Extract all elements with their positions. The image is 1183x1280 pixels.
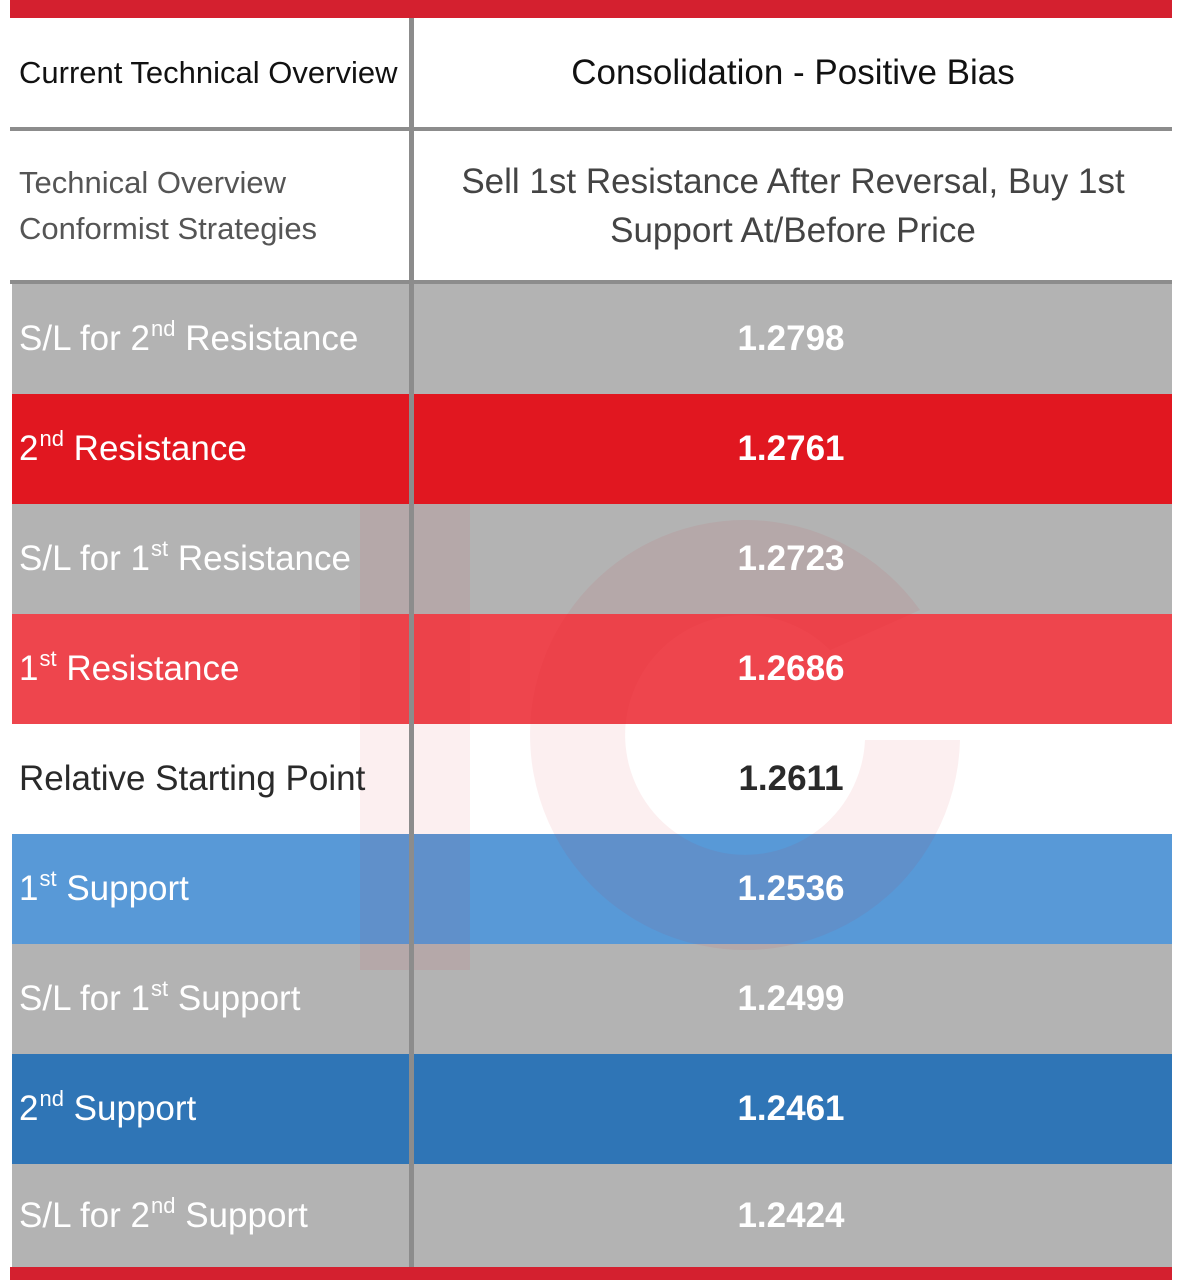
overview-label-cell (19, 18, 409, 128)
level-label (19, 426, 247, 469)
strategy-label-cell (19, 131, 409, 280)
header-divider-1 (10, 127, 1172, 131)
level-label-sup: st (151, 536, 169, 561)
level-row (12, 284, 1172, 394)
level-label-sup: st (151, 976, 169, 1001)
level-row (12, 724, 1172, 834)
level-label (19, 866, 189, 909)
level-value: 1.2461 (737, 1089, 845, 1128)
level-value: 1.2723 (737, 539, 845, 578)
level-row (12, 944, 1172, 1054)
level-value: 1.2686 (737, 649, 845, 688)
strategy-label: Technical Overview Conformist Strategies (19, 164, 318, 246)
level-label-pre: Relative Starting Point (19, 759, 366, 798)
level-value: 1.2798 (737, 319, 845, 358)
level-row (12, 834, 1172, 944)
level-label-pre: 2 (19, 1089, 39, 1128)
strategy-value-cell (414, 131, 1172, 280)
level-value: 1.2761 (737, 429, 845, 468)
level-label (19, 316, 359, 359)
level-label-sup: nd (151, 1192, 176, 1218)
overview-value: Consolidation - Positive Bias (571, 53, 1015, 92)
level-value: 1.2499 (737, 979, 845, 1018)
level-label-sup: nd (151, 316, 176, 341)
level-label-pre: 1 (19, 869, 39, 908)
level-label-post: Support (168, 979, 301, 1018)
level-label-pre: S/L for 1 (19, 539, 150, 578)
level-label-sup: nd (39, 1086, 64, 1111)
level-label-pre: 2 (19, 429, 39, 468)
level-label-post: Resistance (56, 649, 240, 688)
level-label-post: Resistance (63, 429, 247, 468)
level-row (12, 394, 1172, 504)
level-label-post: Support (63, 1089, 197, 1128)
level-label (19, 1192, 308, 1236)
level-value: 1.2424 (737, 1195, 845, 1235)
level-label-pre: S/L for 2 (19, 1195, 150, 1235)
level-label (19, 536, 351, 579)
column-divider (409, 18, 414, 1267)
level-row (12, 614, 1172, 724)
overview-value-cell (414, 18, 1172, 128)
level-label-sup: st (39, 866, 57, 891)
level-label-post: Support (175, 1195, 308, 1235)
header-divider-2 (10, 280, 1172, 284)
level-value: 1.2611 (738, 759, 844, 798)
level-row (12, 1054, 1172, 1164)
level-label-pre: S/L for 2 (19, 319, 150, 358)
level-label (19, 1086, 197, 1129)
level-label-post: Resistance (175, 319, 359, 358)
bottom-accent-bar (10, 1267, 1172, 1280)
level-label (19, 976, 301, 1019)
strategy-value: Sell 1st Resistance After Reversal, Buy 1st Support At/Before Price (461, 161, 1125, 250)
level-row (12, 1164, 1172, 1267)
level-label (19, 759, 366, 799)
level-label-pre: S/L for 1 (19, 979, 150, 1018)
level-label-pre: 1 (19, 649, 39, 688)
overview-label: Current Technical Overview (19, 55, 398, 90)
level-label-sup: nd (39, 426, 64, 451)
header-row-overview (12, 18, 1172, 128)
level-value: 1.2536 (737, 869, 845, 908)
level-label-sup: st (39, 646, 57, 671)
top-accent-bar (10, 0, 1172, 18)
level-label-post: Support (56, 869, 189, 908)
level-label (19, 646, 240, 689)
level-label-post: Resistance (168, 539, 351, 578)
level-row (12, 504, 1172, 614)
header-row-strategy (12, 131, 1172, 280)
